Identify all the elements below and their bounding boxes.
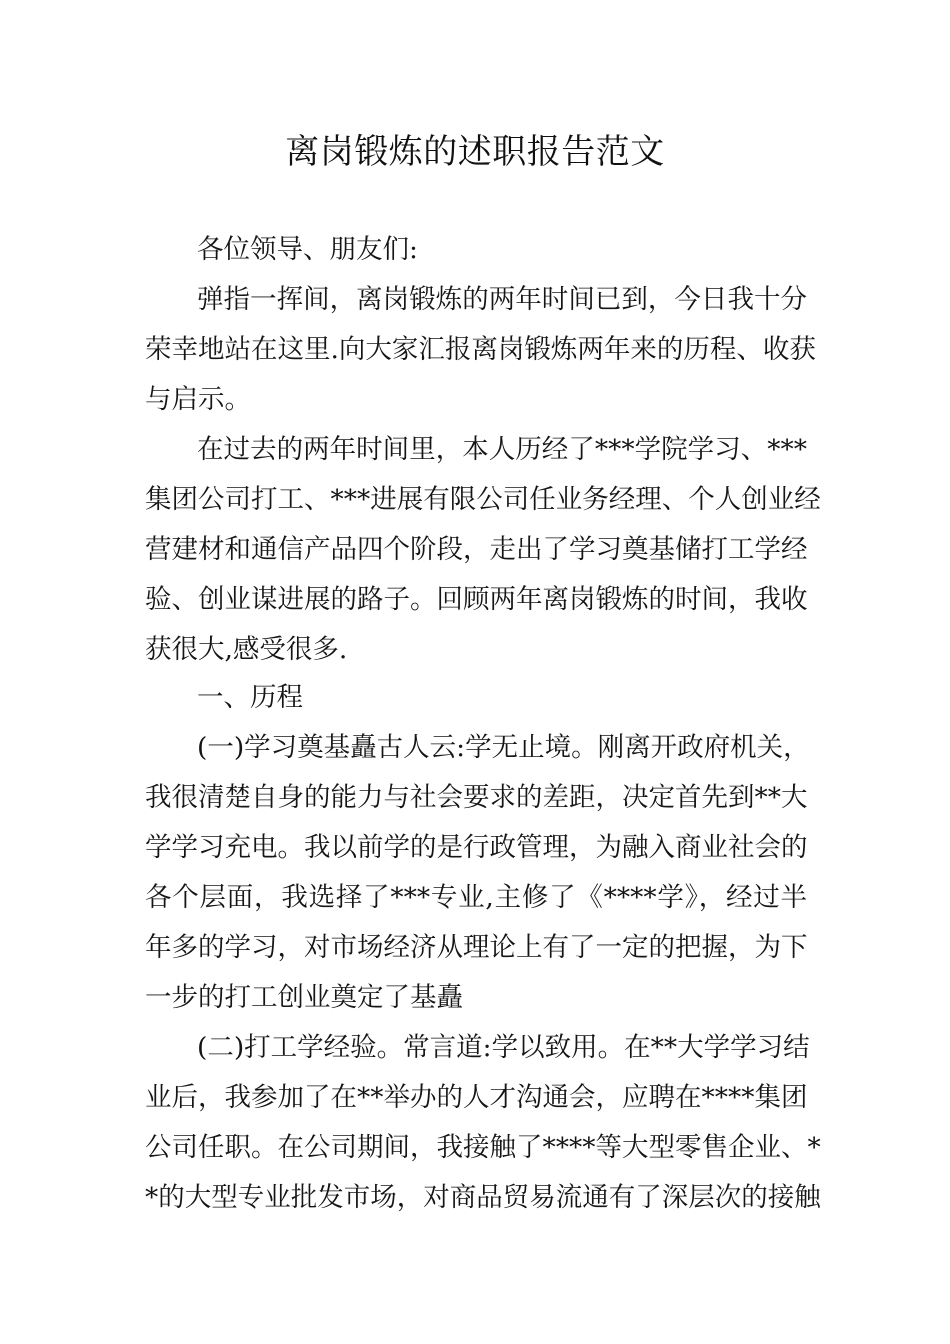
paragraph-line: 验、创业谋进展的路子。回顾两年离岗锻炼的时间，我收	[145, 584, 808, 615]
paragraph-line: (二)打工学经验。常言道:学以致用。在**大学学习结	[197, 1032, 810, 1063]
paragraph-line: 弹指一挥间，离岗锻炼的两年时间已到，今日我十分	[197, 284, 807, 315]
salutation: 各位领导、朋友们:	[197, 234, 418, 265]
paragraph-line: 年多的学习，对市场经济从理论上有了一定的把握，为下	[145, 932, 808, 963]
paragraph-line: 我很清楚自身的能力与社会要求的差距，决定首先到**大	[145, 782, 808, 813]
paragraph-line: *的大型专业批发市场，对商品贸易流通有了深层次的接触	[145, 1182, 821, 1213]
paragraph-line: 荣幸地站在这里.向大家汇报离岗锻炼两年来的历程、收获	[145, 334, 816, 365]
paragraph-line: 业后，我参加了在**举办的人才沟通会，应聘在****集团	[145, 1082, 808, 1113]
document-title: 离岗锻炼的述职报告范文	[285, 132, 665, 172]
section-heading: 一、历程	[197, 682, 303, 713]
paragraph-line: 集团公司打工、***进展有限公司任业务经理、个人创业经	[145, 484, 821, 515]
paragraph-line: (一)学习奠基矗古人云:学无止境。刚离开政府机关，	[197, 732, 810, 763]
paragraph-line: 在过去的两年时间里，本人历经了***学院学习、***	[197, 434, 807, 465]
paragraph-line: 营建材和通信产品四个阶段，走出了学习奠基储打工学经	[145, 534, 808, 565]
paragraph-line: 一步的打工创业奠定了基矗	[145, 982, 463, 1013]
paragraph-line: 各个层面，我选择了***专业,主修了《****学》，经过半	[145, 882, 807, 913]
paragraph-line: 与启示。	[145, 384, 251, 415]
paragraph-line: 学学习充电。我以前学的是行政管理，为融入商业社会的	[145, 832, 808, 863]
paragraph-line: 公司任职。在公司期间，我接触了****等大型零售企业、*	[145, 1132, 821, 1163]
paragraph-line: 获很大,感受很多.	[145, 634, 348, 665]
